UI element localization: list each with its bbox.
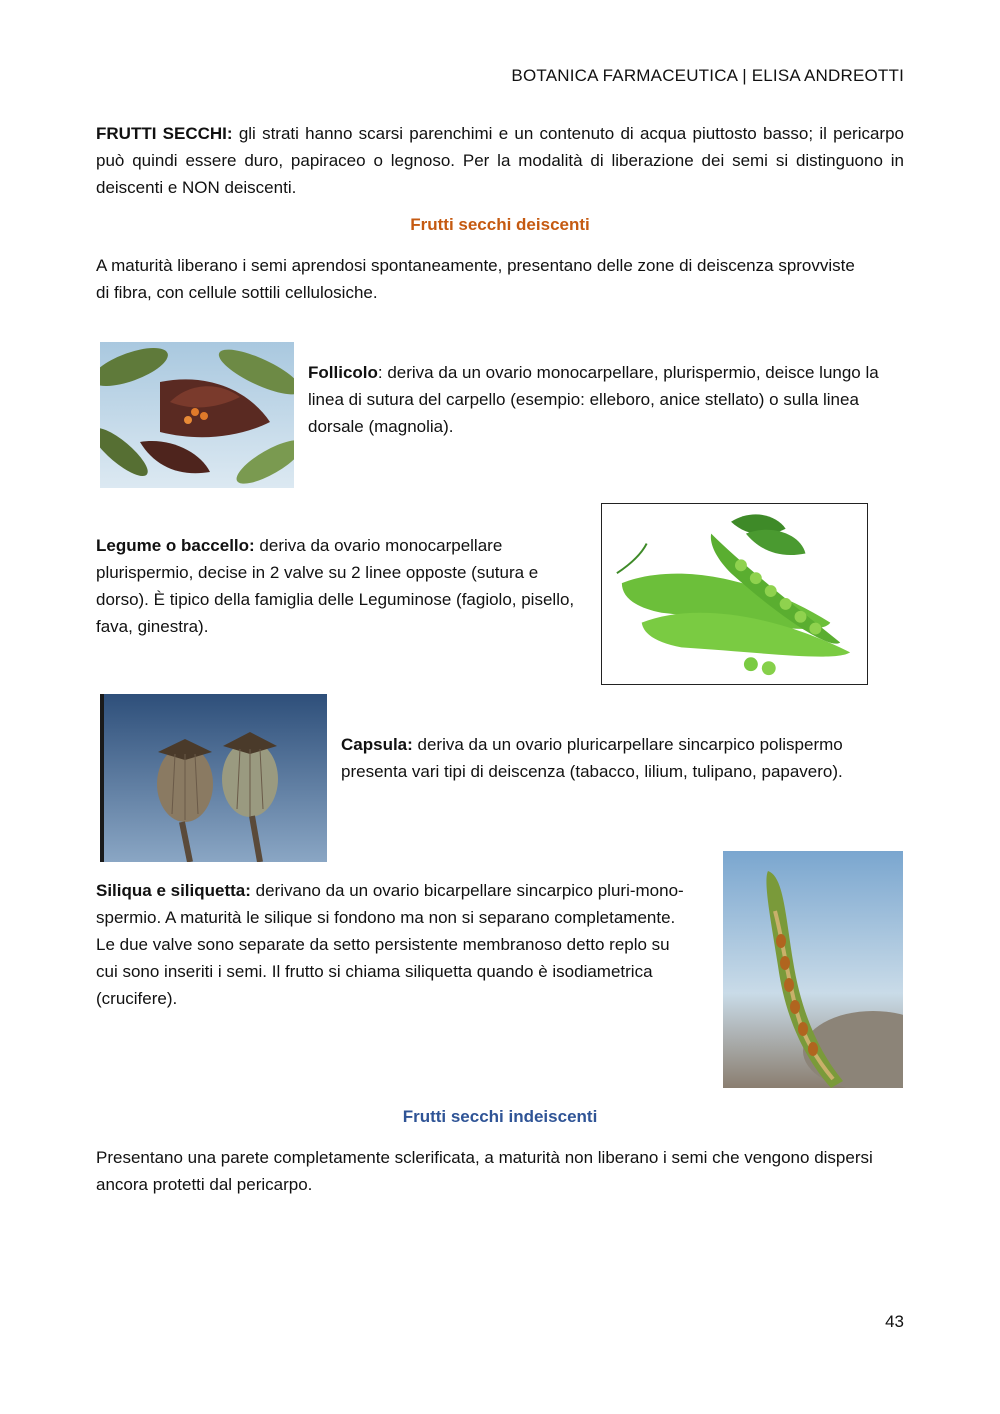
siliqua-text: derivano da un ovario bicarpellare sincarpico pluri-mono-spermio. A maturità le silique si fondono ma non si separano completamente. Le due valve sono separate da setto persistente membranoso detto replo su cui sono inseriti i semi. Il frutto si chiama siliquetta quando è isodiametrica (crucifere). [96,881,684,1008]
capsula-paragraph [341,731,901,785]
siliqua-paragraph [96,877,686,1012]
indeiscenti-paragraph: Presentano una parete completamente sclerificata, a maturità non liberano i semi che vengono dispersi ancora protetti dal pericarpo. [96,1148,873,1194]
deiscenti-paragraph: A maturità liberano i semi aprendosi spontaneamente, presentano delle zone di deiscenza sprovviste di fibra, con cellule sottili cellulosiche. [96,256,855,302]
page-header: BOTANICA FARMACEUTICA | ELISA ANDREOTTI [511,66,904,85]
legume-text: deriva da ovario monocarpellare plurispermio, decise in 2 valve su 2 linee opposte (sutura e dorso). È tipico della famiglia delle Leguminose (fagiolo, pisello, fava, ginestra). [96,536,575,636]
heading-frutti-deiscenti: Frutti secchi deiscenti [410,215,590,234]
legume-paragraph [96,532,580,640]
capsula-text: deriva da un ovario pluricarpellare sincarpico polispermo presenta vari tipi di deiscenza (tabacco, lilium, tulipano, papavero). [341,735,843,781]
heading-frutti-indeiscenti: Frutti secchi indeiscenti [402,1107,598,1126]
siliqua-image [723,851,903,1088]
follicolo-term: Follicolo [308,363,378,382]
page-number: 43 [885,1312,904,1331]
capsula-term: Capsula: [341,735,413,754]
intro-text: gli strati hanno scarsi parenchimi e un contenuto di acqua piuttosto basso; il pericarpo può quindi essere duro, papiraceo o legnoso. Per la modalità di liberazione dei semi si distinguono in deiscenti e NON deiscenti. [96,124,905,197]
siliqua-term: Siliqua e siliquetta: [96,881,251,900]
intro-term: FRUTTI SECCHI: [96,124,233,143]
intro-paragraph [96,120,904,201]
follicolo-image [100,342,294,488]
legume-term: Legume o baccello: [96,536,255,555]
legume-image [601,503,868,685]
follicolo-paragraph [308,359,902,440]
capsula-image [100,694,327,862]
follicolo-text: : deriva da un ovario monocarpellare, plurispermio, deisce lungo la linea di sutura del carpello (esempio: elleboro, anice stellato) o sulla linea dorsale (magnolia). [308,363,879,436]
